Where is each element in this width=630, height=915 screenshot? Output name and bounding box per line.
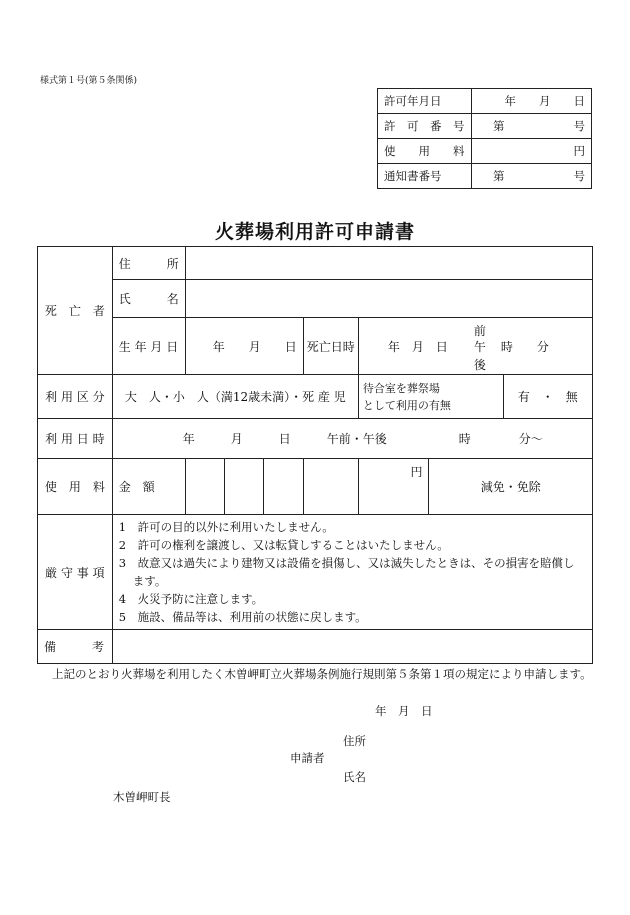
birth-date-label: 生 年 月 日 (112, 318, 185, 375)
applicant-label: 申請者 (290, 751, 325, 765)
fee-yen-box[interactable] (358, 459, 429, 515)
application-statement: 上記のとおり火葬場を利用したく木曽岬町立火葬場条例施行規則第５条第１項の規定により申請します。 (52, 667, 592, 681)
death-time-value: 時 分 (500, 340, 549, 354)
usage-type-row (38, 375, 593, 419)
admin-row-permit-date (378, 89, 592, 114)
addressee: 木曽岬町長 (113, 790, 171, 804)
remarks-field[interactable] (112, 630, 592, 664)
deceased-dates-row (38, 318, 593, 375)
rules-row (38, 515, 593, 630)
usage-date-row (38, 419, 593, 459)
fee-yen-unit: 円 (410, 465, 423, 479)
fee-amount-label: 金 額 (112, 459, 185, 515)
deceased-address-field[interactable] (185, 247, 592, 280)
admin-row-fee (378, 139, 592, 164)
waiting-room-label-line2: として利用の有無 (362, 398, 451, 412)
admin-row-notice-number (378, 164, 592, 189)
rule-item: 2 許可の権利を譲渡し、又は転貸しすることはいたしません。 (118, 538, 449, 552)
rule-item: 5 施設、備品等は、利用前の状態に戻します。 (118, 610, 367, 624)
rule-item: 1 許可の目的以外に利用いたしません。 (118, 520, 334, 534)
page-title: 火葬場利用許可申請書 (214, 221, 415, 243)
usage-type-options[interactable]: 大 人・小 人（満12歳未満）・死 産 児 (112, 375, 358, 419)
ampm-mid: 午 (473, 340, 486, 354)
admin-label: 許 可 番 号 (378, 114, 472, 139)
deceased-section-label: 死 亡 者 (38, 247, 113, 375)
application-table (37, 246, 593, 664)
usage-date-field[interactable]: 年 月 日 午前・午後 時 分～ (112, 419, 592, 459)
rule-item: 3 故意又は過失により建物又は設備を損傷し、又は滅失したときは、その損害を賠償します。 (118, 556, 575, 588)
fee-digit-box[interactable] (225, 459, 264, 515)
rules-label: 厳 守 事 項 (38, 515, 113, 630)
admin-value: 第 号 (471, 164, 592, 189)
ampm-top: 前 (473, 324, 486, 338)
admin-info-table (377, 88, 592, 189)
deceased-name-field[interactable] (185, 280, 592, 318)
fee-digit-box[interactable] (264, 459, 303, 515)
death-datetime-field[interactable] (358, 318, 592, 375)
usage-type-label: 利 用 区 分 (38, 375, 113, 419)
waiting-room-options[interactable]: 有 ・ 無 (503, 375, 592, 419)
ampm-bottom: 後 (473, 358, 486, 372)
admin-row-permit-number (378, 114, 592, 139)
rule-item: 4 火災予防に注意します。 (118, 592, 264, 606)
deceased-address-row (38, 247, 593, 280)
fee-digit-box[interactable] (303, 459, 358, 515)
address-label: 住 所 (112, 247, 185, 280)
remarks-label: 備 考 (38, 630, 113, 664)
birth-date-field[interactable]: 年 月 日 (185, 318, 303, 375)
admin-label: 使 用 料 (378, 139, 472, 164)
admin-label: 許可年月日 (378, 89, 472, 114)
deceased-name-row (38, 280, 593, 318)
admin-value: 年 月 日 (471, 89, 592, 114)
admin-value: 円 (471, 139, 592, 164)
remarks-row (38, 630, 593, 664)
death-date-value: 年 月 日 (387, 340, 448, 354)
fee-digit-box[interactable] (185, 459, 224, 515)
waiting-room-label (358, 375, 503, 419)
rules-list (112, 515, 592, 630)
waiting-room-label-line1: 待合室を葬祭場 (362, 381, 440, 395)
usage-date-label: 利 用 日 時 (38, 419, 113, 459)
applicant-address-label: 住所 (343, 734, 366, 748)
admin-value: 第 号 (471, 114, 592, 139)
form-number-note: 様式第１号(第５条関係) (40, 76, 138, 86)
name-label: 氏 名 (112, 280, 185, 318)
fee-label: 使 用 料 (38, 459, 113, 515)
admin-label: 通知書番号 (378, 164, 472, 189)
death-datetime-label: 死亡日時 (303, 318, 358, 375)
fee-exemption-options[interactable]: 減免・免除 (429, 459, 593, 515)
application-date[interactable]: 年 月 日 (375, 704, 433, 718)
applicant-name-label: 氏名 (343, 770, 366, 784)
fee-row (38, 459, 593, 515)
